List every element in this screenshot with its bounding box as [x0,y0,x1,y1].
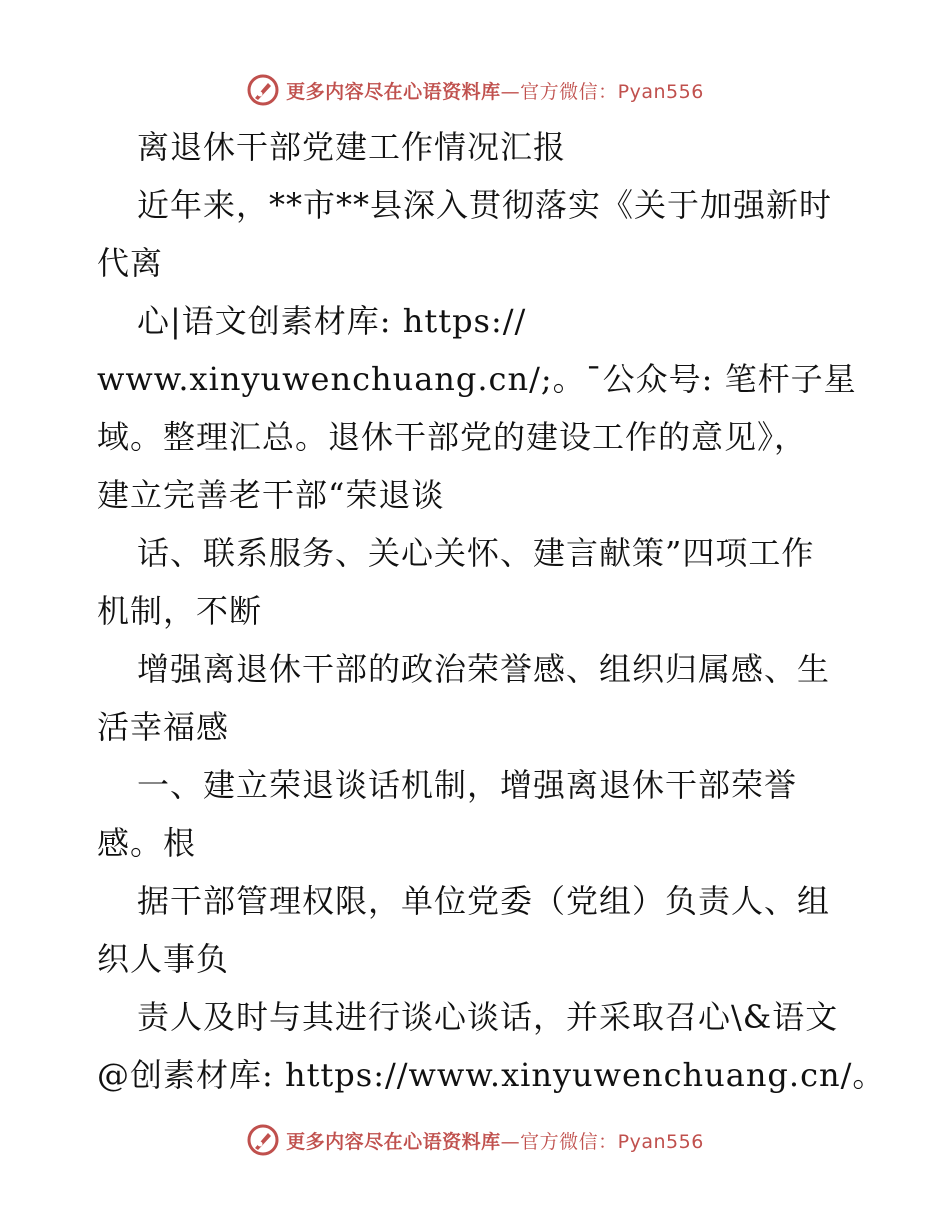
banner-wechat-text: 官方微信：Pyan556 [520,1130,704,1153]
banner-text [286,1127,704,1154]
paragraph-line: 心|语文创素材库: https:// [137,302,527,340]
banner-separator: — [500,1130,521,1153]
banner-wechat-text: 官方微信：Pyan556 [520,80,704,103]
paragraph-line: 活幸福感 [97,708,230,746]
document-title: 离退休干部党建工作情况汇报 [137,128,567,166]
paragraph-line: 增强离退休干部的政治荣誉感、组织归属感、生 [137,650,831,688]
paragraph-line: 话、联系服务、关心关怀、建言献策”四项工作 [137,534,815,572]
section-heading-line: 一、建立荣退谈话机制，增强离退休干部荣誉 [137,766,798,804]
quill-logo-icon [246,73,280,107]
paragraph-line: 据干部管理权限，单位党委（党组）负责人、组 [137,882,831,920]
paragraph-line: www.xinyuwenchuang.cn/;。¯公众号: 笔杆子星 [97,360,857,398]
paragraph-line: @创素材库: https://www.xinyuwenchuang.cn/。 [97,1056,886,1094]
paragraph-line: 近年来，**市**县深入贯彻落实《关于加强新时 [137,186,833,224]
paragraph-line: 织人事负 [97,940,230,978]
header-banner [0,70,950,110]
paragraph-line: 感。根 [97,824,197,862]
footer-banner [0,1120,950,1160]
banner-main-text: 更多内容尽在心语资料库 [286,80,501,103]
document-body [97,118,886,1104]
paragraph-line: 建立完善老干部“荣退谈 [97,476,445,514]
paragraph-line: 责人及时与其进行谈心谈话，并采取召心\&语文 [137,998,839,1036]
paragraph-line: 域。整理汇总。退休干部党的建设工作的意见》， [97,418,808,456]
paragraph-line: 机制，不断 [97,592,263,630]
banner-text [286,77,704,104]
banner-separator: — [500,80,521,103]
banner-main-text: 更多内容尽在心语资料库 [286,1130,501,1153]
quill-logo-icon [246,1123,280,1157]
paragraph-line: 代离 [97,244,164,282]
